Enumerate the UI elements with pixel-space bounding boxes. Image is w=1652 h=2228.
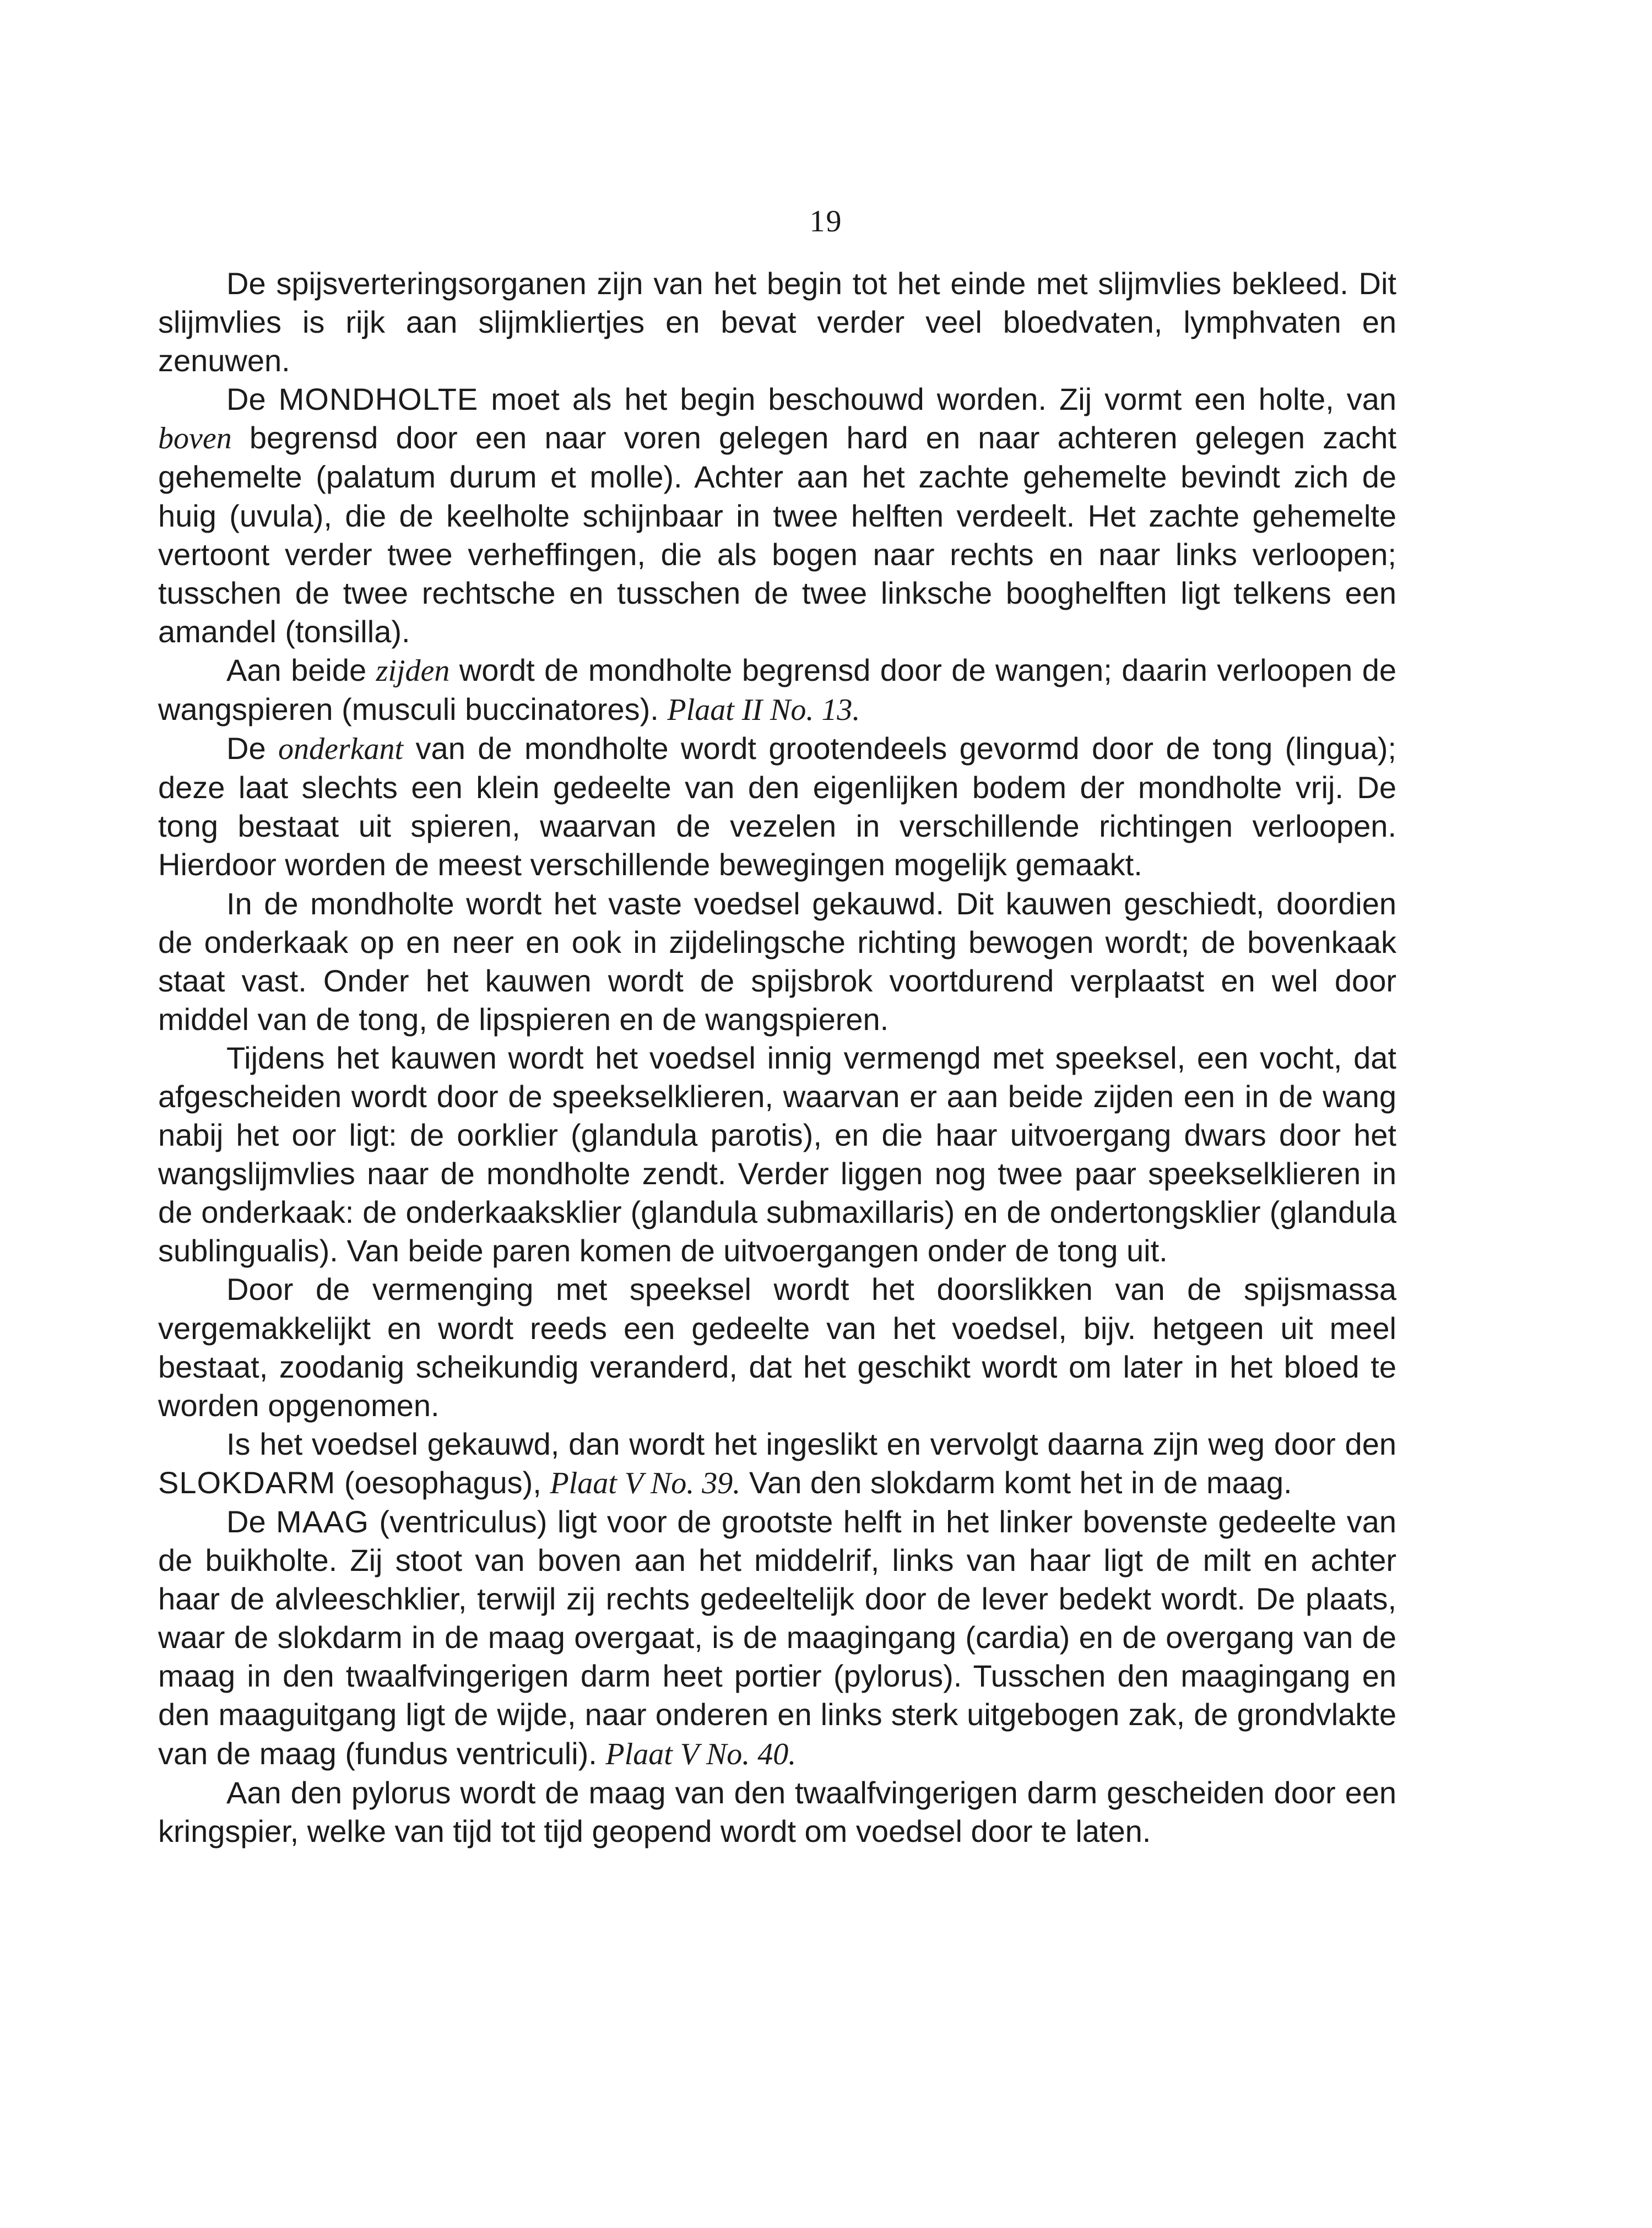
text-run: De [226,731,279,766]
text-run: Tijdens het kauwen wordt het voedsel innig vermengd met speeksel, een vocht, dat afgescheiden wordt door de speekselklieren, waarvan er aan beide zijden een in de wang nabij het oor ligt: de oorklier (glandula parotis), en die haar uitvoergang dwars door het wangslijmvlies naar de mondholte zendt. Verder liggen nog twee paar speekselklieren in de onderkaak: de onderkaaksklier (glandula submaxillaris) en de ondertongsklier (glandula sublingualis). Van beide paren komen de uitvoergangen onder de tong uit. [158,1040,1396,1269]
text-run: wordt de mondholte begrensd door de wangen; daarin verloopen de wangspieren (musculi buccinatores). [158,652,1396,727]
italic-text: zijden [376,653,450,688]
paragraph [158,651,1396,729]
text-run: van de mondholte wordt grootendeels gevormd door de tong (lingua); deze laat slechts een klein gedeelte van den eigenlijken bodem der mondholte vrij. De tong bestaat uit spieren, waarvan de vezelen in verschillende richtingen verloopen. Hierdoor worden de meest verschillende bewegingen mogelijk gemaakt. [158,731,1396,882]
text-run: De spijsverteringsorganen zijn van het begin tot het einde met slijmvlies bekleed. Dit slijmvlies is rijk aan slijmkliertjes en bevat verder veel bloedvaten, lymphvaten en zenuwen. [158,266,1396,378]
text-run: Is het voedsel gekauwd, dan wordt het ingeslikt en vervolgt daarna zijn weg door den [226,1426,1396,1461]
text-run: De [226,1504,277,1539]
text-run: (oesophagus), [335,1465,550,1500]
italic-text: Plaat II No. 13. [667,693,860,728]
text-run: Door de vermenging met speeksel wordt het doorslikken van de spijsmassa vergemakkelijkt en wordt reeds een gedeelte van het voedsel, bijv. hetgeen uit meel bestaat, zoodanig scheikundig veranderd, dat het geschikt wordt om later in het bloed te worden opgenomen. [158,1272,1396,1423]
italic-text: onderkant [278,732,404,767]
text-run: Aan den pylorus wordt de maag van den twaalfvingerigen darm gescheiden door een kringspier, welke van tijd tot tijd geopend wordt om voedsel door te laten. [158,1775,1396,1848]
paragraph [158,729,1396,884]
body-text [158,264,1396,1851]
page-number: 19 [809,204,843,238]
italic-text: Plaat V No. 40. [605,1737,797,1771]
paragraph [158,1774,1396,1851]
text-run: De [226,382,279,417]
text-run: Van den slokdarm komt het in de maag. [740,1465,1292,1500]
text-run: moet als het begin beschouwd worden. Zij vormt een holte, van [478,382,1396,417]
paragraph [158,380,1396,651]
heading-term: MONDHOLTE [278,382,479,417]
paragraph [158,264,1396,380]
italic-text: Plaat V No. 39. [550,1466,741,1500]
paragraph [158,1270,1396,1424]
text-run: In de mondholte wordt het vaste voedsel gekauwd. Dit kauwen geschiedt, doordien de onderkaak op en neer en ook in zijdelingsche richting bewogen wordt; de bovenkaak staat vast. Onder het kauwen wordt de spijsbrok voortdurend verplaatst en wel door middel van de tong, de lipspieren en de wangspieren. [158,886,1396,1037]
italic-text: boven [158,421,232,456]
text-run: begrensd door een naar voren gelegen hard en naar achteren gelegen zacht gehemelte (palatum durum et molle). Achter aan het zachte gehemelte bevindt zich de huig (uvula), die de keelholte schijnbaar in twee helften verdeelt. Het zachte gehemelte vertoont verder twee verheffingen, die als bogen naar rechts en naar links verloopen; tusschen de twee rechtsche en tusschen de twee linksche booghelften ligt telkens een amandel (tonsilla). [158,420,1396,649]
paragraph [158,1503,1396,1774]
heading-term: SLOKDARM [158,1465,336,1500]
paragraph [158,1425,1396,1503]
heading-term: MAAG [276,1504,369,1539]
text-run: Aan beide [226,652,376,687]
text-run: (ventriculus) ligt voor de grootste helft in het linker bovenste gedeelte van de buikholte. Zij stoot van boven aan het middelrif, links van haar ligt de milt en achter haar de alvleeschklier, terwijl zij rechts gedeeltelijk door de lever bedekt wordt. De plaats, waar de slokdarm in de maag overgaat, is de maagingang (cardia) en de overgang van de maag in den twaalfvingerigen darm heet portier (pylorus). Tusschen den maagingang en den maaguitgang ligt de wijde, naar onderen en links sterk uitgebogen zak, de grondvlakte van de maag (fundus ventriculi). [158,1504,1396,1771]
paragraph [158,1039,1396,1271]
paragraph [158,885,1396,1039]
